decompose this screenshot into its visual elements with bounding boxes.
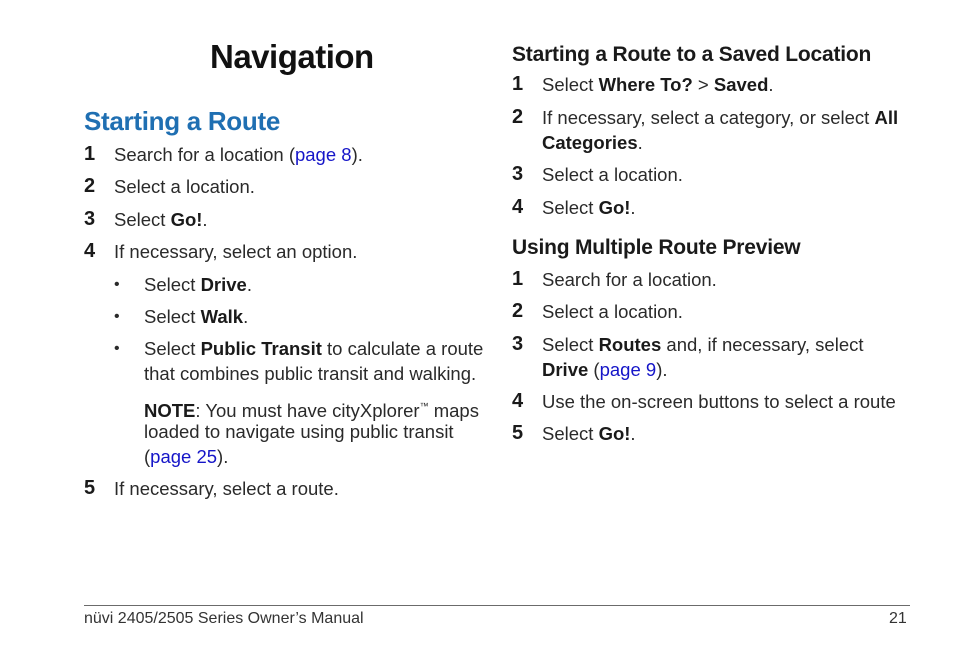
step-number: 3 [512, 163, 524, 185]
step-number: 5 [84, 477, 96, 499]
step-text: Select a location. [542, 164, 683, 185]
page-title: Navigation [210, 38, 374, 75]
section-heading-starting-a-route: Starting a Route [84, 106, 280, 136]
step-text: Search for a location. [542, 269, 717, 290]
step-number: 4 [512, 196, 524, 218]
page-link[interactable]: page 25 [150, 446, 218, 467]
step-number: 1 [512, 73, 524, 95]
step-number: 1 [512, 268, 524, 290]
step-number: 2 [512, 106, 524, 128]
step-number: 1 [84, 143, 96, 165]
step-text: If necessary, select an option. [114, 241, 358, 262]
step-text: Select a location. [542, 301, 683, 322]
step-text: Select a location. [114, 176, 255, 197]
section-heading-saved-location: Starting a Route to a Saved Location [512, 43, 872, 66]
note-label: NOTE [144, 400, 196, 421]
step-number: 3 [512, 333, 524, 355]
step-number: 2 [512, 300, 524, 322]
step-text: If necessary, select a route. [114, 478, 339, 499]
trademark-symbol: ™ [419, 401, 429, 411]
step-number: 4 [84, 240, 96, 262]
step-number: 2 [84, 175, 96, 197]
footer-divider [84, 605, 910, 606]
step-number: 3 [84, 208, 96, 230]
page-link[interactable]: page 9 [599, 359, 657, 380]
step-number: 4 [512, 390, 524, 412]
page-link[interactable]: page 8 [294, 144, 352, 165]
step-number: 5 [512, 422, 524, 444]
footer-manual-title: nüvi 2405/2505 Series Owner’s Manual [84, 610, 364, 627]
step-text: Use the on-screen buttons to select a route [542, 391, 896, 412]
page-number: 21 [889, 610, 907, 627]
section-heading-multiple-route-preview: Using Multiple Route Preview [512, 236, 801, 259]
